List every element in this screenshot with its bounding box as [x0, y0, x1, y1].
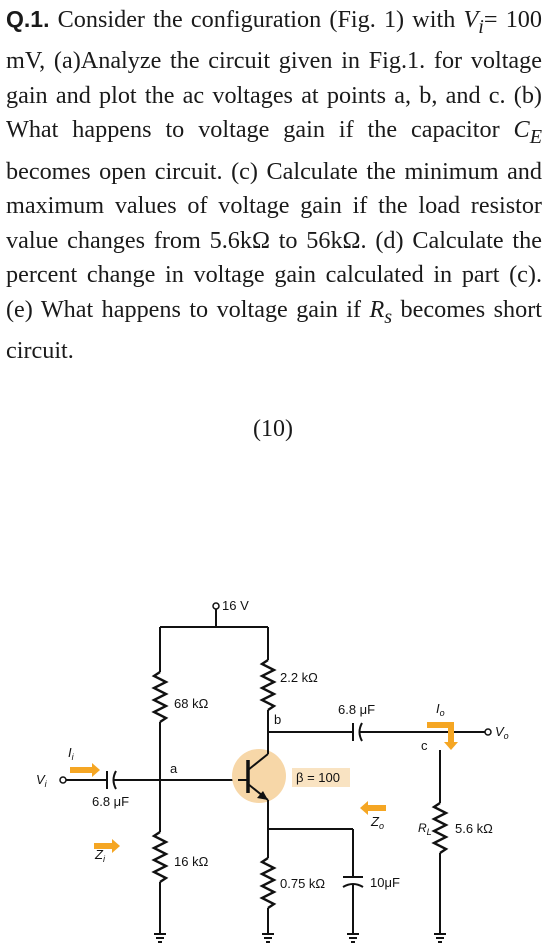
- node-c-label: c: [421, 738, 428, 753]
- rs-subscript: s: [384, 305, 393, 328]
- rs-symbol: R: [369, 295, 385, 323]
- zo-label: $Z_o$: [371, 814, 384, 831]
- ground-symbol-capacitor: [347, 934, 359, 942]
- node-a-label: a: [170, 761, 178, 776]
- resistor-load: [434, 803, 446, 853]
- ii-arrow: [70, 763, 100, 777]
- ce-subscript: E: [529, 126, 542, 149]
- ground-symbol-emitter: [262, 934, 274, 942]
- transistor-highlight: [232, 749, 286, 803]
- resistor-collector: [262, 660, 274, 710]
- ground-symbol-load: [434, 934, 446, 942]
- question-text-part-3: becomes open circuit. (c) Calculate the minimum and maximum values of voltage gain if the load resistor value changes from 5.6kΩ to 56kΩ. (d) Calculate the percent change in voltage gain calculated in part (c). (e) What happens to voltage gain if: [6, 157, 542, 323]
- input-capacitor-label: 6.8 μF: [92, 794, 130, 809]
- beta-label: β = 100: [296, 770, 340, 785]
- resistor-emitter: [262, 858, 274, 908]
- load-resistor-value: 5.6 kΩ: [455, 821, 493, 836]
- resistor-16k-label: 16 kΩ: [174, 854, 209, 869]
- zi-label: $Z_i$: [95, 847, 105, 864]
- resistor-68k-label: 68 kΩ: [174, 696, 209, 711]
- io-arrow: [427, 722, 458, 750]
- question-text-part-2: = 100 mV, (a)Analyze the circuit given in Fig.1. for voltage gain and plot the ac voltages at points a, b, and c. (b) What happens to voltage gain if the capacitor: [6, 6, 542, 144]
- vi-symbol: V: [463, 6, 479, 33]
- ce-symbol: C: [513, 116, 530, 144]
- zo-arrow: [360, 801, 386, 815]
- resistor-collector-label: 2.2 kΩ: [280, 670, 318, 685]
- question-text-part-1: Consider the configuration (Fig. 1) with: [49, 6, 464, 33]
- node-b-label: b: [274, 712, 282, 727]
- ground-symbol-left: [154, 934, 166, 942]
- vi-label: $V_i$: [36, 772, 47, 789]
- resistor-68k: [154, 672, 166, 722]
- load-resistor-symbol: $R_L$: [418, 821, 432, 837]
- question-number: Q.1.: [6, 6, 50, 32]
- vo-label: $V_o$: [495, 724, 509, 741]
- ii-label: $I_i$: [68, 745, 74, 762]
- resistor-emitter-label: 0.75 kΩ: [280, 876, 326, 891]
- vi-subscript: i: [478, 15, 484, 38]
- marks-label: (10): [253, 416, 293, 442]
- supply-terminal: [213, 598, 249, 627]
- question-text-part-4: becomes short circuit.: [6, 295, 542, 364]
- io-label: $I_o$: [436, 701, 445, 718]
- resistor-16k: [154, 832, 166, 882]
- output-capacitor-label: 6.8 μF: [338, 702, 376, 717]
- output-terminal: [485, 729, 491, 735]
- emitter-capacitor-label: 10μF: [370, 875, 400, 890]
- supply-voltage-label: 16 V: [222, 598, 249, 613]
- input-terminal: [60, 777, 66, 783]
